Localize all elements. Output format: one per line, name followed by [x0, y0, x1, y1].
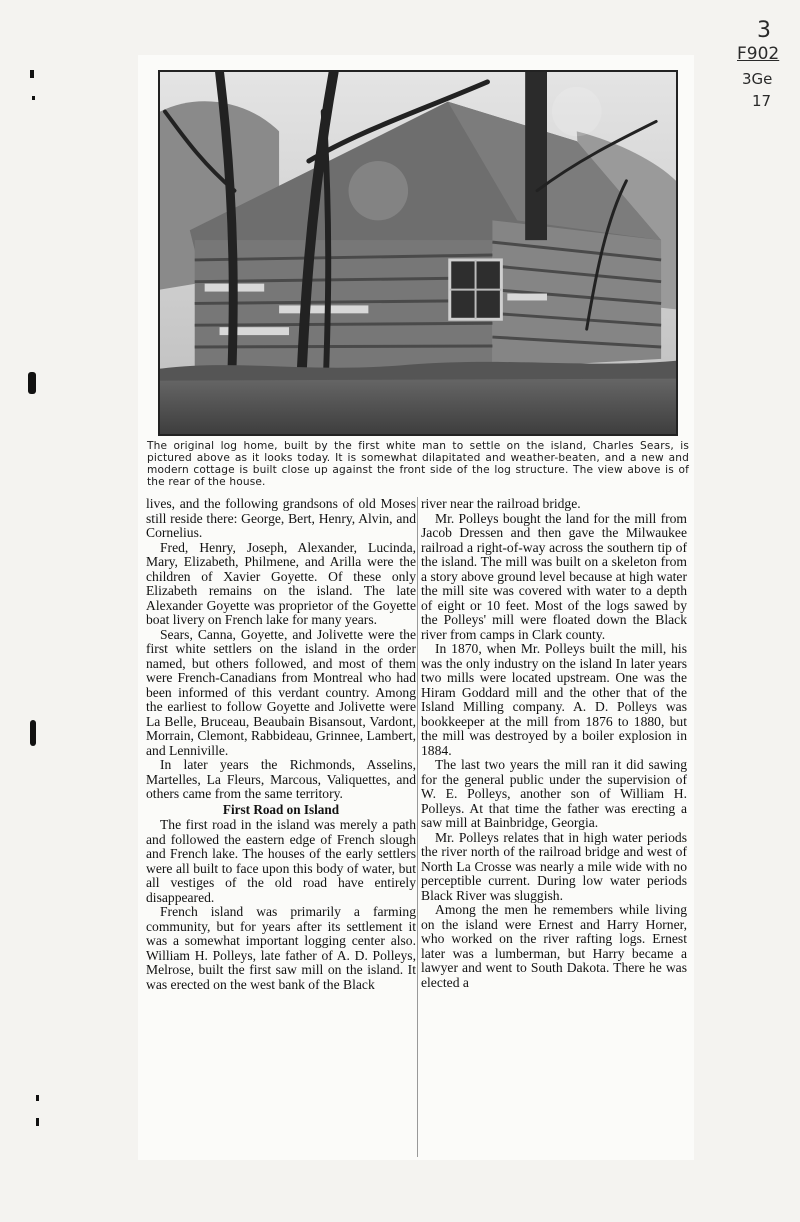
binder-mark [32, 96, 35, 100]
paragraph: French island was primarily a farming community, but for years after its settlement it was a somewhat important logging center also. William H. Polleys, late father of A. D. Polleys, Melrose, built the first saw mill on the island. It was erected on the west bank of the Black [146, 904, 416, 992]
handwritten-code: F902 [737, 44, 780, 64]
paragraph: In later years the Richmonds, Asselins, Martelles, La Fleurs, Marcous, Valiquettes, and others came from the same territory. [146, 757, 416, 801]
subheading: First Road on Island [222, 801, 340, 817]
paragraph: Among the men he remembers while living on the island were Ernest and Harry Horner, who worked on the river rafting logs. Ernest later was a lumberman, but Harry became a lawyer and went to South Dakota. There he was elected a [421, 902, 687, 990]
handwritten-code: 3Ge [742, 70, 773, 88]
binder-mark [30, 720, 36, 746]
binder-mark [36, 1118, 39, 1126]
paragraph: Sears, Canna, Goyette, and Jolivette were the first white settlers on the island in the order named, but others followed, and most of them were French-Canadians from Montreal who had been informed of this verdant country. Among the earliest to follow Goyette and Jolivette were La Belle, Bruceau, Beaubain Bisansout, Vardont, Morrain, Clemont, Rabbideau, Grinnee, Lambert, and Lenniville. [146, 626, 416, 758]
column-divider [417, 497, 418, 1157]
paragraph: Mr. Polleys relates that in high water periods the river north of the railroad bridge and west of North La Crosse was nearly a mile wide with no perceptible current. During low water periods Black River was sluggish. [421, 829, 687, 903]
paragraph: river near the railroad bridge. [421, 496, 581, 511]
paragraph: Mr. Polleys bought the land for the mill from Jacob Dressen and then gave the Milwaukee railroad a right-of-way across the southern tip of the island. The mill was built on a skeleton from a story above ground level because at high water the mill site was covered with water to a depth of eight or 10 feet. Most of the logs sawed by the Polleys' mill were floated down the Black river from camps in Clark county. [421, 510, 687, 642]
paragraph: lives, and the following grandsons of old Moses still reside there: George, Bert, Henry, Alvin, and Cornelius. [146, 496, 416, 540]
binder-mark [30, 70, 34, 78]
binder-mark [36, 1095, 39, 1101]
photo-caption: The original log home, built by the first white man to settle on the island, Charles Sears, is pictured above as it looks today. It is somewhat dilapitated and weather-beaten, and a new and modern cottage is built close up against the front side of the log structure. The view above is of the rear of the house. [147, 440, 689, 488]
article-column-left [146, 497, 416, 992]
log-cabin-illustration [160, 72, 676, 434]
handwritten-code: 17 [752, 92, 772, 110]
binder-mark [28, 372, 36, 394]
paragraph: The first road in the island was merely a path and followed the eastern edge of French slough and French lake. The houses of the early settlers were all built to face upon this body of water, but all vestiges of the old road have entirely disappeared. [146, 817, 416, 905]
log-cabin-photo [158, 70, 678, 436]
paragraph: Fred, Henry, Joseph, Alexander, Lucinda, Mary, Elizabeth, Philmene, and Arilla were the children of Xavier Goyette. Of these only Elizabeth remains on the island. The late Alexander Goyette was proprietor of the Goyette boat livery on French lake for many years. [146, 539, 416, 627]
paragraph: In 1870, when Mr. Polleys built the mill, his was the only industry on the island In later years two mills were located upstream. One was the Hiram Goddard mill and the other that of the Island Milling company. A. D. Polleys was bookkeeper at the mill from 1876 to 1880, but the mill was destroyed by a boiler explosion in 1884. [421, 641, 687, 758]
handwritten-number: 3 [757, 18, 771, 43]
article-column-right [421, 497, 687, 990]
paragraph: The last two years the mill ran it did sawing for the general public under the supervision of W. E. Polleys, another son of William H. Polleys. At that time the father was erecting a saw mill at Bainbridge, Georgia. [421, 757, 687, 830]
